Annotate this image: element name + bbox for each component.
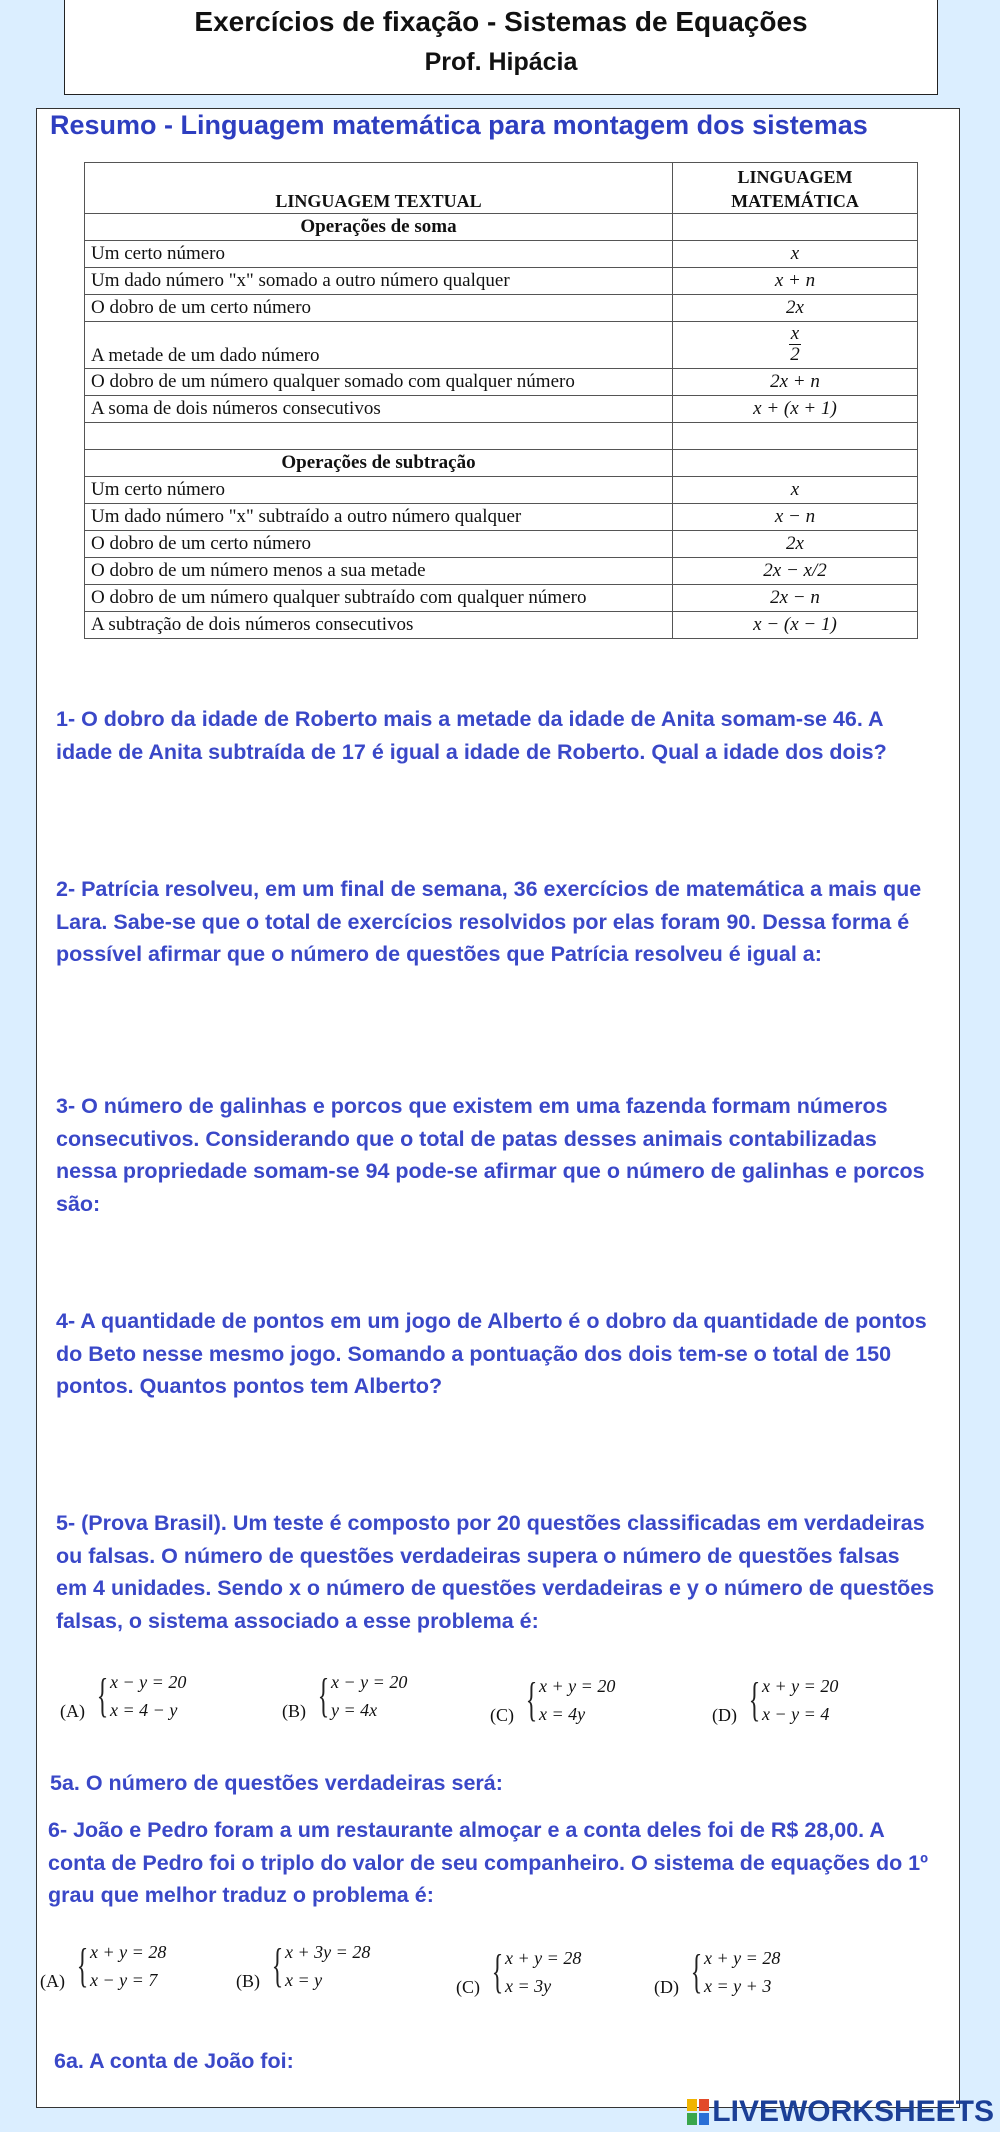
header-textual: LINGUAGEM TEXTUAL: [85, 163, 673, 214]
table-row: A soma de dois números consecutivos x + (x + 1): [85, 396, 918, 423]
question-4: 4- A quantidade de pontos em um jogo de Alberto é o dobro da quantidade de pontos do Beto nesse mesmo jogo. Somando a pontuação dos dois tem-se o total de 150 pontos. Quantos pontos tem Alberto?: [56, 1309, 927, 1398]
table-row: Um certo número x: [85, 477, 918, 504]
table-row: O dobro de um número menos a sua metade 2x − x/2: [85, 558, 918, 585]
question-3: 3- O número de galinhas e porcos que existem em uma fazenda formam números consecutivos. Considerando que o total de patas desses animais contabilizadas nessa propriedade somam-se 94 pode-se afirmar que o número de galinhas e porcos são:: [56, 1094, 925, 1216]
q5-option-c[interactable]: (C) { x + y = 20 x = 4y: [490, 1673, 616, 1726]
empty-row: [85, 423, 918, 450]
table-row: O dobro de um certo número 2x: [85, 531, 918, 558]
question-6a: 6a. A conta de João foi:: [54, 2049, 294, 2073]
header-box: [64, 0, 938, 95]
fraction-half: $\frac{x}{2}$: [673, 322, 918, 369]
q6-option-d[interactable]: (D) { x + y = 28 x = y + 3: [654, 1945, 781, 1998]
question-6: 6- João e Pedro foram a um restaurante almoçar e a conta deles foi de R$ 28,00. A conta de Pedro foi o triplo do valor de seu companheiro. O sistema de equações do 1º grau que melhor traduz o problema é:: [48, 1818, 928, 1907]
language-table: [84, 162, 918, 639]
question-5a: 5a. O número de questões verdadeiras será:: [50, 1771, 503, 1795]
table-row: Um dado número "x" somado a outro número qualquer x + n: [85, 268, 918, 295]
section-sub: Operações de subtração: [85, 450, 673, 477]
section-soma: Operações de soma: [85, 214, 673, 241]
q5-option-d[interactable]: (D) { x + y = 20 x − y = 4: [712, 1673, 839, 1726]
table-row: Um dado número "x" subtraído a outro número qualquer x − n: [85, 504, 918, 531]
table-row: A subtração de dois números consecutivos x − (x − 1): [85, 612, 918, 639]
q5-option-a[interactable]: (A) { x − y = 20 x = 4 − y: [60, 1669, 187, 1722]
summary-title: Resumo - Linguagem matemática para montagem dos sistemas: [50, 110, 868, 140]
q6-option-c[interactable]: (C) { x + y = 28 x = 3y: [456, 1945, 582, 1998]
logo-blocks-icon: [687, 2099, 709, 2125]
table-header-row: [85, 163, 918, 214]
header-math: LINGUAGEM MATEMÁTICA: [673, 163, 918, 214]
table-row: O dobro de um número qualquer somado com qualquer número 2x + n: [85, 369, 918, 396]
question-5: 5- (Prova Brasil). Um teste é composto por 20 questões classificadas em verdadeiras ou falsas. O número de questões verdadeiras supera o número de questões falsas em 4 unidades. Sendo x o número de questões verdadeiras e y o número de questões falsas, o sistema associado a esse problema é:: [56, 1511, 935, 1633]
teacher-name: Prof. Hipácia: [424, 48, 578, 76]
table-row: Um certo número x: [85, 241, 918, 268]
question-2: 2- Patrícia resolveu, em um final de semana, 36 exercícios de matemática a mais que Lara. Sabe-se que o total de exercícios resolvidos por elas foram 90. Dessa forma é possível afirmar que o número de questões que Patrícia resolveu é igual a:: [56, 877, 922, 966]
q6-option-a[interactable]: (A) { x + y = 28 x − y = 7: [40, 1939, 167, 1992]
liveworksheets-logo[interactable]: LIVEWORKSHEETS: [687, 2095, 994, 2129]
table-row: O dobro de um certo número 2x: [85, 295, 918, 322]
q6-option-b[interactable]: (B) { x + 3y = 28 x = y: [236, 1939, 371, 1992]
worksheet-title: Exercícios de fixação - Sistemas de Equações: [194, 6, 808, 37]
table-row: O dobro de um número qualquer subtraído com qualquer número 2x − n: [85, 585, 918, 612]
table-row: A metade de um dado número $\frac{x}{2}$: [85, 322, 918, 369]
section-row: [85, 450, 918, 477]
section-row: [85, 214, 918, 241]
question-1: 1- O dobro da idade de Roberto mais a metade da idade de Anita somam-se 46. A idade de Anita subtraída de 17 é igual a idade de Roberto. Qual a idade dos dois?: [56, 707, 887, 764]
q5-option-b[interactable]: (B) { x − y = 20 y = 4x: [282, 1669, 408, 1722]
